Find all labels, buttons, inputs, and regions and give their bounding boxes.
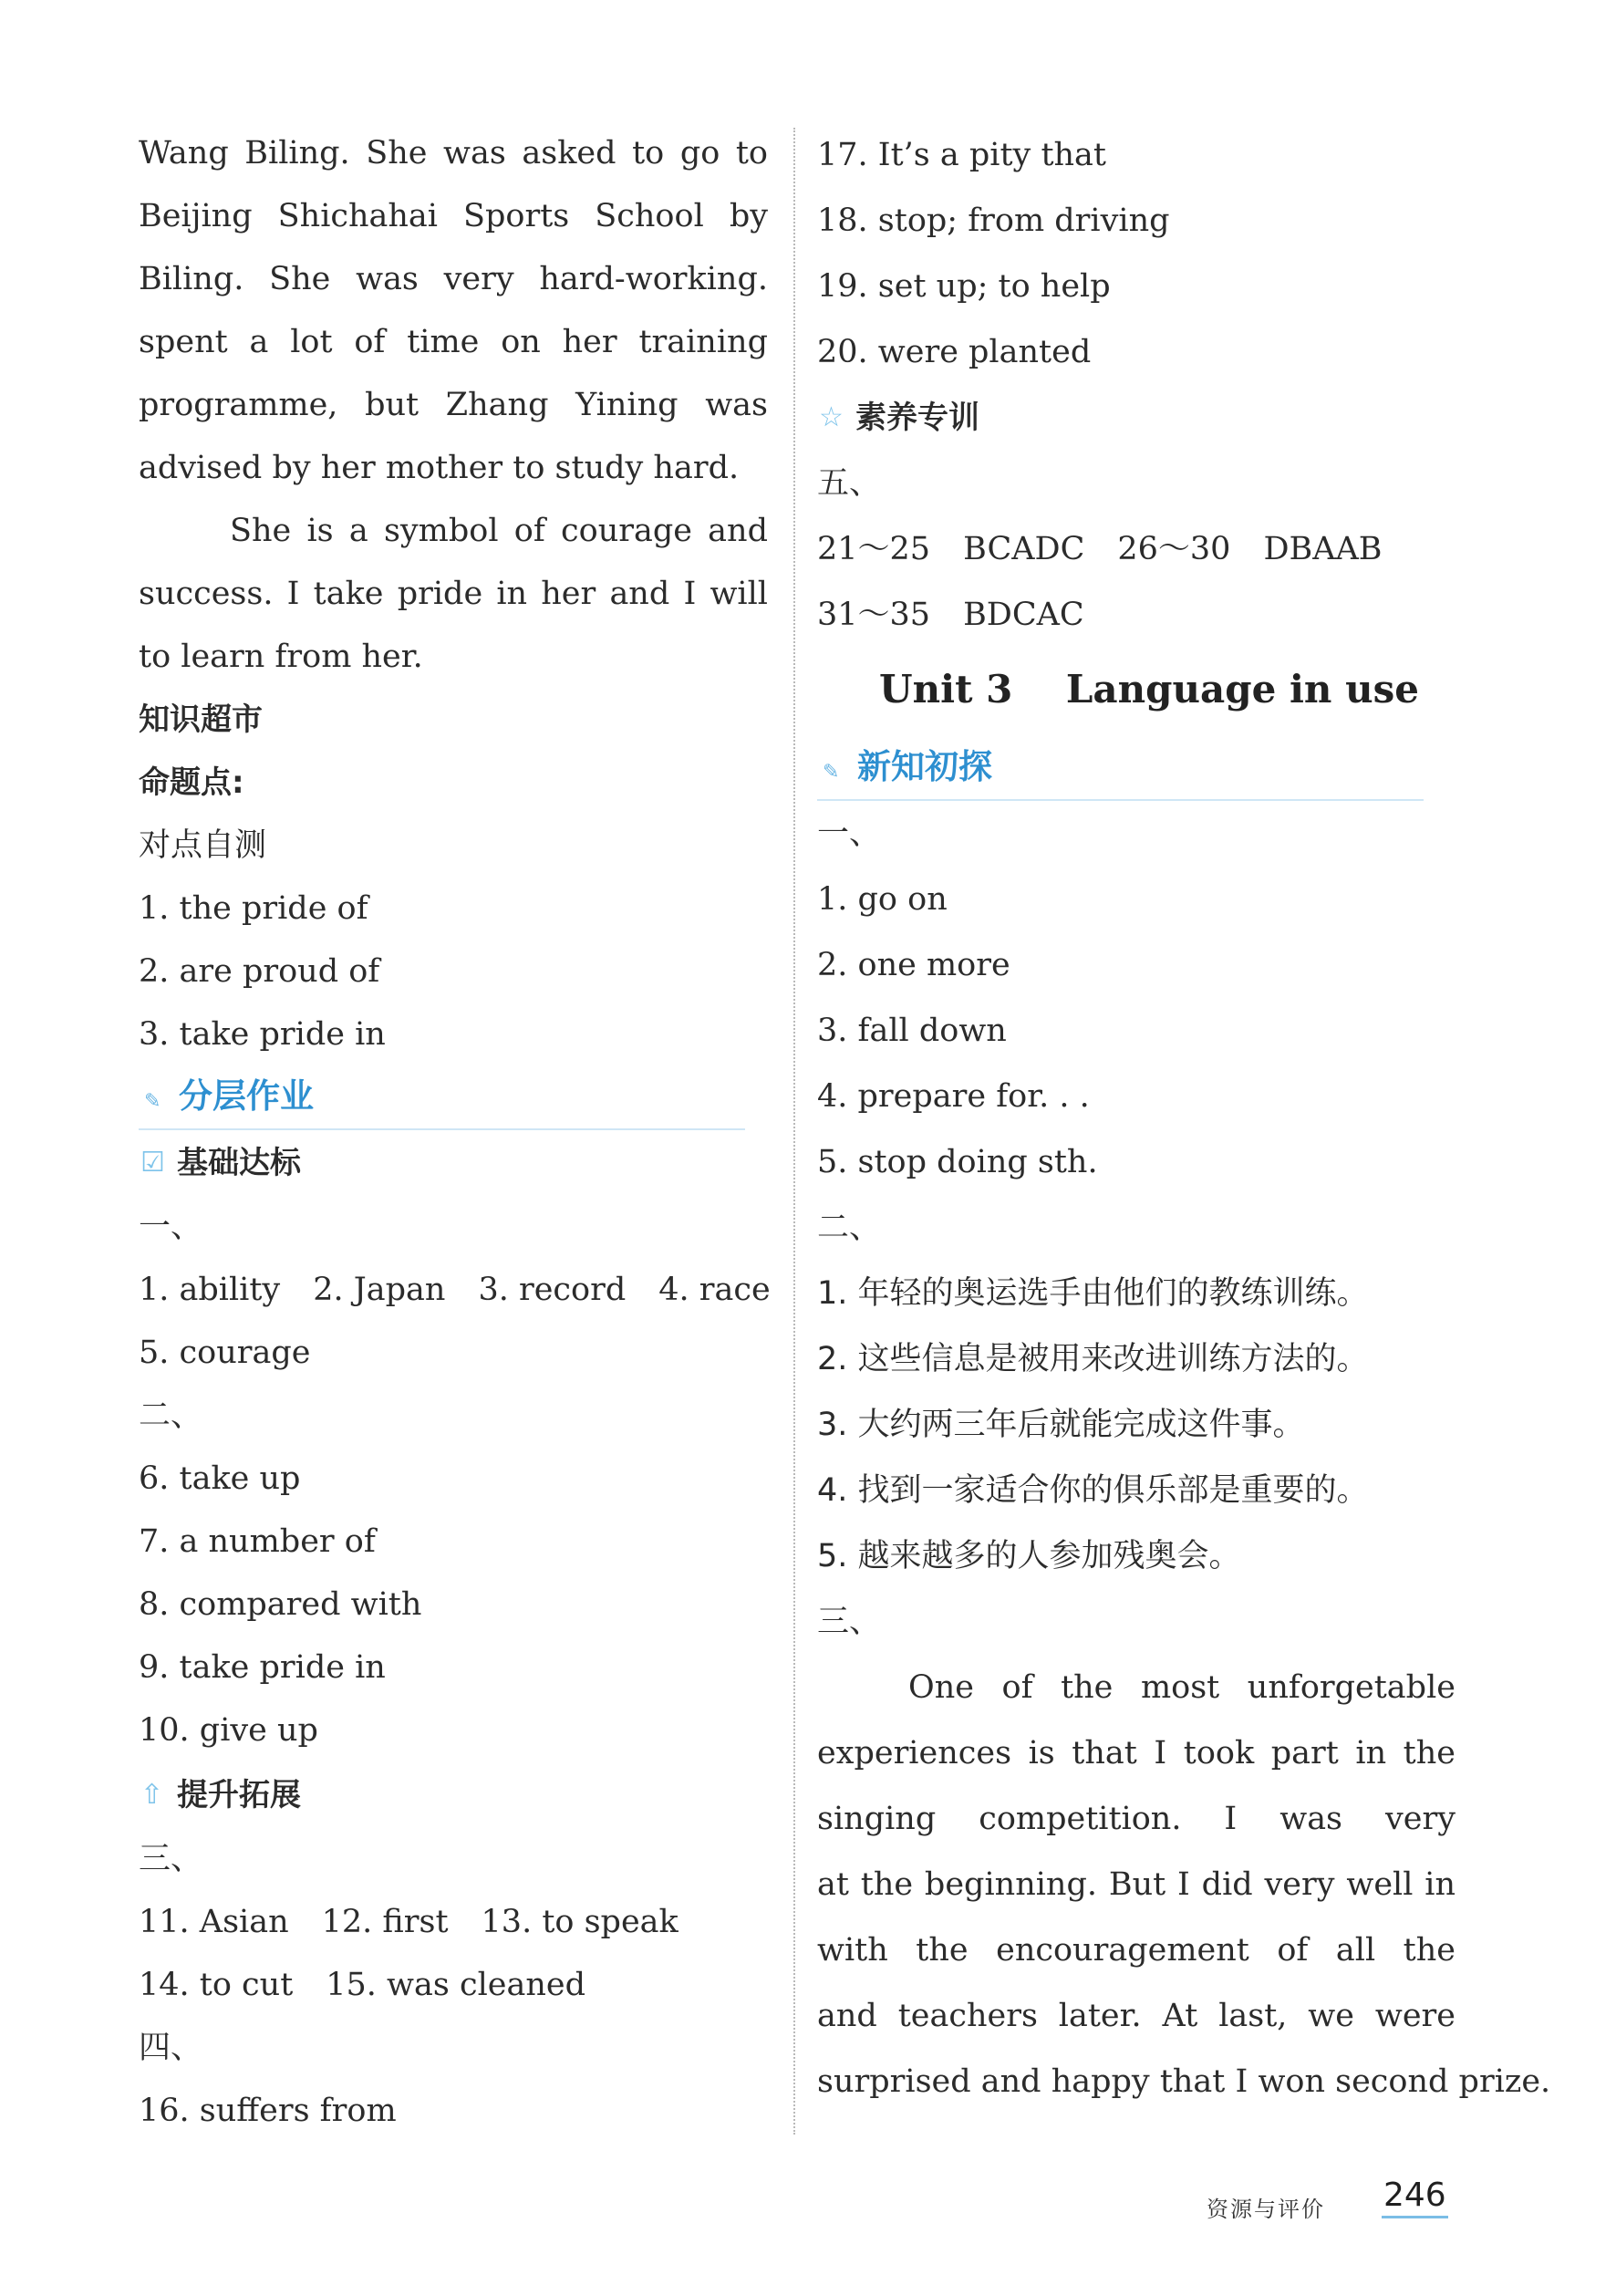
- answer-item: 5. stop doing sth.: [817, 1144, 1098, 1180]
- answer-item: 15. was cleaned: [326, 1967, 585, 2003]
- translation-item: 1. 年轻的奥运选手由他们的教练训练。: [817, 1275, 1369, 1312]
- essay-line: surprised and happy that I won second prize.: [817, 2063, 1551, 2100]
- essay-line: experiences is that I took part in the: [817, 1735, 1455, 1771]
- clipboard-icon: ☑: [140, 1147, 165, 1179]
- essay-line: singing competition. I was very: [817, 1801, 1455, 1837]
- essay-line: Wang Biling. She was asked to go to: [139, 135, 768, 171]
- answer-item: 17. It’s a pity that: [817, 137, 1106, 173]
- answer-letters: BDCAC: [963, 597, 1084, 633]
- part-label: 三、: [139, 1841, 203, 1877]
- answer-item: 16. suffers from: [139, 2093, 397, 2129]
- section-title: 素养专训: [855, 400, 979, 436]
- answer-item: 9. take pride in: [139, 1649, 386, 1686]
- section-literacy-training: [817, 385, 1455, 451]
- answer-item: 3. fall down: [817, 1013, 1007, 1049]
- answer-item: 3. take pride in: [139, 1016, 386, 1053]
- essay-line: programme, but Zhang Yining was: [139, 387, 768, 423]
- translation-item: 5. 越来越多的人参加残奥会。: [817, 1538, 1241, 1574]
- answer-item: 3. record: [478, 1272, 627, 1308]
- essay-line: advised by her mother to study hard.: [139, 450, 740, 486]
- essay-line: Biling. She was very hard-working.: [139, 261, 768, 297]
- section-knowledge-market: 知识超市: [139, 701, 263, 738]
- section-test-point: 命题点:: [139, 764, 244, 801]
- essay-line: with the encouragement of all the: [817, 1932, 1455, 1969]
- right-column: [817, 122, 1551, 2114]
- answer-item: 5. courage: [139, 1335, 311, 1371]
- section-basic-level: [139, 1130, 768, 1196]
- essay-line: success. I take pride in her and I will: [139, 576, 768, 612]
- star-icon: ☆: [819, 401, 844, 433]
- answer-row: [817, 516, 1455, 582]
- essay-paragraph-2: [139, 500, 768, 689]
- answer-item: 8. compared with: [139, 1586, 422, 1623]
- essay-line: at the beginning. But I did very well in: [817, 1866, 1455, 1903]
- answer-item: 7. a number of: [139, 1523, 376, 1560]
- part-label: 三、: [817, 1604, 882, 1640]
- essay-line: She is a symbol of courage and: [230, 513, 768, 549]
- part-label: 一、: [139, 1209, 203, 1245]
- answer-item: 6. take up: [139, 1460, 301, 1497]
- answer-item: 2. Japan: [313, 1272, 446, 1308]
- answer-row: [139, 1891, 768, 1954]
- essay-line: Beijing Shichahai Sports School by: [139, 198, 768, 234]
- answer-range: 21～25: [817, 531, 931, 567]
- part-label: 五、: [817, 465, 882, 502]
- section-improve-extend: [139, 1762, 768, 1828]
- footer-label: 资源与评价: [1207, 2197, 1325, 2222]
- answer-item: 1. go on: [817, 881, 948, 918]
- book-tab-icon: ✎: [144, 1090, 161, 1113]
- column-divider: [793, 128, 795, 2135]
- answer-row: [139, 1954, 768, 2017]
- book-tab-icon: ✎: [823, 761, 840, 784]
- page-number: 246: [1382, 2177, 1448, 2218]
- answer-item: 1. the pride of: [139, 890, 368, 927]
- section-title: 分层作业: [179, 1076, 314, 1116]
- answer-item: 4. race: [658, 1272, 771, 1308]
- answer-row: [817, 582, 1455, 648]
- answer-item: 4. prepare for. . .: [817, 1078, 1090, 1115]
- section-layered-homework: [139, 1066, 745, 1130]
- section-new-knowledge: [817, 737, 1424, 801]
- part-label: 二、: [139, 1397, 203, 1434]
- answer-item: 18. stop; from driving: [817, 203, 1170, 239]
- section-self-test: 对点自测: [139, 827, 267, 864]
- answer-item: 10. give up: [139, 1712, 318, 1749]
- part-label: 四、: [139, 2030, 203, 2066]
- answer-item: 1. ability: [139, 1272, 281, 1308]
- essay-line: One of the most unforgetable: [908, 1669, 1455, 1706]
- answer-item: 2. are proud of: [139, 953, 380, 990]
- answer-range: 31～35: [817, 597, 931, 633]
- answer-item: 2. one more: [817, 947, 1010, 983]
- essay-line: spent a lot of time on her training: [139, 324, 768, 360]
- answer-item: 13. to speak: [481, 1904, 679, 1940]
- answer-item: 20. were planted: [817, 334, 1092, 370]
- answer-item: 19. set up; to help: [817, 268, 1111, 305]
- section-title: 提升拓展: [177, 1777, 301, 1813]
- answer-row: [139, 1259, 771, 1322]
- answer-range: 26～30: [1117, 531, 1231, 567]
- essay-line: and teachers later. At last, we were: [817, 1998, 1455, 2034]
- essay-paragraph-1: [139, 122, 768, 500]
- translation-item: 4. 找到一家适合你的俱乐部是重要的。: [817, 1472, 1369, 1509]
- translation-item: 3. 大约两三年后就能完成这件事。: [817, 1407, 1305, 1443]
- bulb-icon: ⇧: [140, 1779, 164, 1811]
- answer-letters: BCADC: [963, 531, 1085, 567]
- left-column: [139, 122, 771, 2143]
- answer-item: 11. Asian: [139, 1904, 289, 1940]
- section-title: 新知初探: [857, 747, 992, 786]
- essay-line: to learn from her.: [139, 639, 423, 675]
- answer-letters: DBAAB: [1263, 531, 1383, 567]
- section-title: 基础达标: [177, 1145, 301, 1181]
- translation-item: 2. 这些信息是被用来改进训练方法的。: [817, 1341, 1369, 1377]
- part-label: 一、: [817, 816, 882, 852]
- answer-item: 12. first: [321, 1904, 449, 1940]
- part-label: 二、: [817, 1210, 882, 1246]
- unit-title: Unit 3 Language in use: [879, 667, 1419, 712]
- answer-item: 14. to cut: [139, 1967, 294, 2003]
